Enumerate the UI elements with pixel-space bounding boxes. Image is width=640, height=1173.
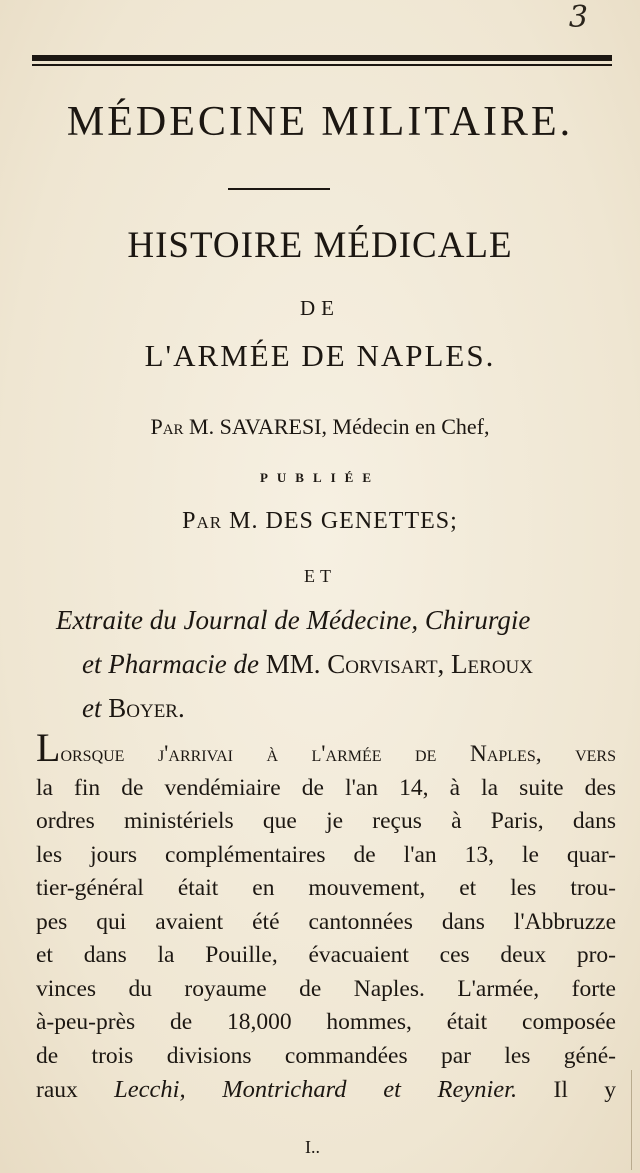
- header-rule-thick: [32, 55, 612, 61]
- generals-names: Lecchi, Montrichard et Reynier.: [114, 1076, 518, 1103]
- body-line: à-peu-près de 18,000 hommes, était composée: [36, 1009, 616, 1035]
- publisher-prefix: Par: [182, 508, 223, 534]
- sub-title: HISTOIRE MÉDICALE: [127, 225, 513, 266]
- body-line-text: orsque j'arrivai à l'armée de Naples, vers: [60, 741, 616, 767]
- body-line: les jours complémentaires de l'an 13, le quar-: [36, 841, 616, 868]
- last-line-prefix: raux: [36, 1077, 78, 1103]
- publiee-line: PUBLIÉE: [259, 470, 381, 485]
- body-line: pes qui avaient été cantonnées dans l'Abbruzze: [36, 908, 616, 935]
- signature-mark: I..: [305, 1137, 320, 1157]
- page-number: 3: [568, 0, 588, 35]
- extract-line-2-italic: et Pharmacie de: [82, 649, 259, 679]
- author-prefix: Par: [150, 414, 184, 439]
- author-name: M. SAVARESI, Médecin en Chef,: [189, 414, 490, 439]
- last-line-suffix: Il y: [553, 1077, 617, 1103]
- extract-line-2: [56, 642, 616, 686]
- drop-cap: L: [36, 725, 61, 770]
- page-edge-line: [631, 1070, 632, 1170]
- body-line: ordres ministériels que je reçus à Paris, dans: [36, 808, 616, 834]
- author-line: [0, 414, 640, 440]
- body-line: la fin de vendémiaire de l'an 14, à la suite des: [36, 774, 616, 801]
- extract-block: [56, 598, 616, 730]
- body-line: vinces du royaume de Naples. L'armée, forte: [36, 975, 616, 1002]
- et-line: ET: [304, 566, 336, 586]
- main-title: MÉDECINE MILITAIRE.: [66, 99, 574, 145]
- body-line: [36, 725, 616, 772]
- publisher-line: [0, 508, 640, 535]
- extract-line-2-names: MM. Corvisart, Leroux: [265, 649, 533, 679]
- extract-line-3-italic: et: [82, 693, 102, 723]
- publisher-name: M. DES GENETTES;: [229, 508, 458, 534]
- army-title: L'ARMÉE DE NAPLES.: [144, 338, 496, 373]
- extract-line-3: [56, 686, 616, 730]
- body-line: de trois divisions commandées par les géné-: [36, 1042, 616, 1069]
- body-line: et dans la Pouille, évacuaient ces deux pro-: [36, 942, 616, 968]
- body-line-last: [36, 1073, 616, 1108]
- extract-line-3-name: Boyer.: [108, 693, 185, 723]
- header-rule-thin: [32, 64, 612, 66]
- title-separator-rule: [228, 188, 330, 190]
- body-line: tier-général était en mouvement, et les trou-: [36, 875, 616, 901]
- body-paragraph: [36, 725, 617, 1108]
- extract-line-1: Extraite du Journal de Médecine, Chirurgie: [56, 605, 531, 635]
- de-line: DE: [300, 296, 340, 320]
